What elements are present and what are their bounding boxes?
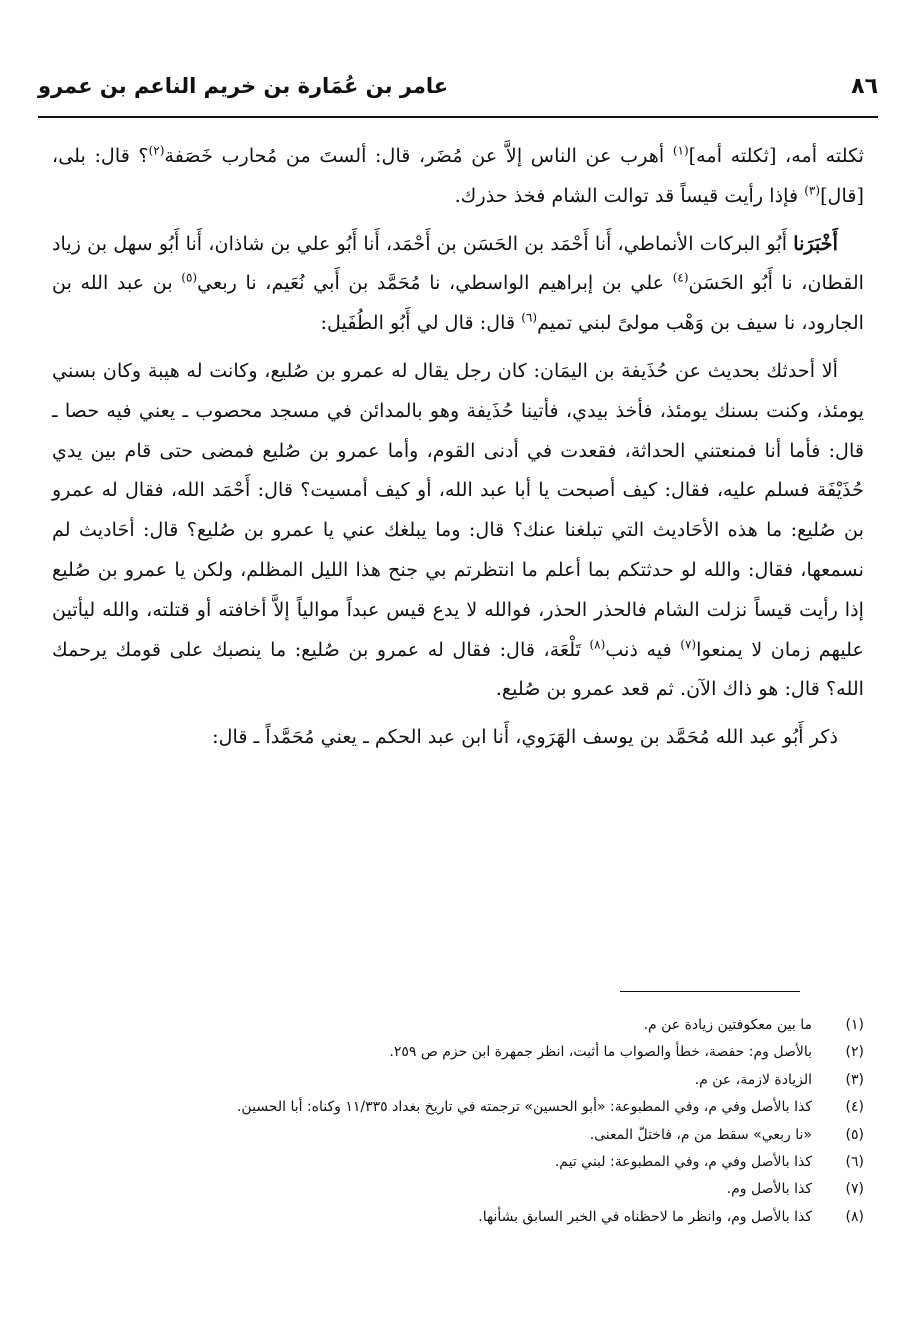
footnote-number: (٥) bbox=[845, 1126, 864, 1143]
footnote-ref-1: (١) bbox=[672, 143, 689, 158]
text-segment: بن عبد الله بن الجارود، نا سيف بن وَهْب مولىً لبني تميم bbox=[52, 271, 864, 335]
footnote-item bbox=[52, 1204, 864, 1231]
footnote-rule bbox=[620, 991, 800, 992]
footnote-item bbox=[52, 1039, 864, 1066]
paragraph-1 bbox=[52, 136, 864, 216]
footnote-text: الزيادة لازمة، عن م. bbox=[694, 1071, 812, 1088]
text-segment: ألا أحدثك بحديث عن حُذَيفة بن اليمَان: كان رجل يقال له عمرو بن صُليع، وكانت له هيبة وكان بسني يومئذ، وكنت بسنك يومئذ، فأخذ بيدي، فأتينا حُذَيفة وهو بالمدائن في مسجد محصوب ـ يعني فيه حصا ـ قال: فأما أنا فمنعتني الحداثة، فقعدت في أدنى القوم، وأما عمرو بن صُليع فمضى حتى قام بين يدي حُذَيْفَة فسلم عليه، فقال: كيف أصبحت يا أبا عبد الله، أو كيف أمسيت؟ قال: أَحْمَد الله، فقال له عمرو بن صُليع: ما هذه الأحَاديث التي تبلغنا عنك؟ قال: وما يبلغك عني يا عمرو بن صُليع؟ قال: أحَاديث لم نسمعها، فقال: والله لو حدثتكم بما أعلم ما انتظرتم بي جنح هذا الليل المظلم، ولكن يا عمرو بن صُليع إذا رأيت قيساً نزلت الشام فالحذر الحذر، فوالله لا يدع قيس عبداً موالياً إلاَّ أخافته أو قتلته، والله ليأتين عليهم زمان لا يمنعوا bbox=[52, 358, 864, 661]
footnote-text: ما بين معكوفتين زيادة عن م. bbox=[643, 1017, 812, 1033]
footnote-text: بالأصل وم: حفصة، خطأ والصواب ما أثبت، انظر جمهرة ابن حزم ص ٢٥٩. bbox=[389, 1044, 812, 1061]
footnote-ref-5: (٥) bbox=[181, 271, 198, 285]
footnote-ref-8: (٨) bbox=[589, 637, 606, 652]
footnote-ref-2: (٢) bbox=[148, 143, 165, 158]
page-number: ٨٦ bbox=[851, 74, 878, 99]
footnote-number: (٤) bbox=[845, 1099, 864, 1116]
header-rule bbox=[38, 116, 878, 118]
text-segment: أهرب عن الناس إلاَّ عن مُضَر، قال: ألستَ من مُحارب خَصَفة bbox=[164, 144, 673, 167]
paragraph-3 bbox=[52, 351, 864, 709]
footnote-ref-4: (٤) bbox=[672, 271, 689, 285]
text-segment: تَلْعَة، قال: فقال له عمرو بن صُليع: ما ينصبك على قومك يرحمك الله؟ قال: هو ذاك الآن. ثم قعد عمرو بن صُليع. bbox=[52, 637, 864, 701]
text-segment: ثكلته أمه، [ثكلته أمه] bbox=[688, 144, 865, 167]
footnote-number: (٢) bbox=[845, 1044, 864, 1061]
footnote-text: كذا بالأصل وفي م، وفي المطبوعة: لبني تيم. bbox=[554, 1154, 812, 1171]
text-segment: أَبُو البركات الأنماطي، أَنا أَحْمَد بن الحَسَن بن أَحْمَد، أَنا أَبُو علي بن شاذان، أَنا أَبُو سهل بن زياد القطان، نا أَبُو الحَسَن bbox=[52, 231, 864, 295]
footnote-number: (٣) bbox=[845, 1071, 864, 1088]
footnotes bbox=[52, 1012, 864, 1231]
footnote-ref-7: (٧) bbox=[680, 637, 697, 652]
footnote-number: (٧) bbox=[845, 1181, 864, 1198]
paragraph-2 bbox=[52, 224, 864, 343]
footnote-number: (٨) bbox=[845, 1208, 864, 1225]
footnote-item bbox=[52, 1094, 864, 1121]
footnote-number: (١) bbox=[845, 1017, 864, 1033]
page-header bbox=[38, 68, 878, 112]
footnote-text: كذا بالأصل وفي م، وفي المطبوعة: «أبو الحسين» ترجمته في تاريخ بغداد ١١/٣٣٥ وكناه: أبا الحسين. bbox=[236, 1099, 812, 1116]
main-text bbox=[52, 136, 864, 765]
footnote-number: (٦) bbox=[845, 1154, 864, 1171]
running-title: عامر بن عُمَارة بن خريم الناعم بن عمرو bbox=[38, 74, 449, 98]
text-segment: ؟ قال: بلى، [قال] bbox=[52, 144, 864, 207]
text-segment: علي بن إبراهيم الواسطي، نا مُحَمَّد بن أَبي نُعَيم، نا ربعي bbox=[197, 271, 673, 295]
paragraph-4: ذكر أَبُو عبد الله مُحَمَّد بن يوسف الهَرَوي، أَنا ابن عبد الحكم ـ يعني مُحَمَّداً ـ قال: bbox=[212, 725, 838, 749]
footnote-text: كذا بالأصل وم. bbox=[726, 1181, 812, 1198]
text-segment: قال: قال لي أَبُو الطُفَيل: bbox=[320, 311, 522, 335]
footnote-item bbox=[52, 1149, 864, 1176]
footnote-text: «نا ربعي» سقط من م، فاختلّ المعنى. bbox=[589, 1126, 812, 1143]
text-segment: فيه ذنب bbox=[605, 637, 681, 661]
footnote-item bbox=[52, 1176, 864, 1203]
footnote-item bbox=[52, 1122, 864, 1149]
footnote-item bbox=[52, 1012, 864, 1039]
footnote-ref-6: (٦) bbox=[521, 310, 538, 325]
paragraph-lead-word: أَخْبَرَنا bbox=[793, 231, 838, 255]
footnote-text: كذا بالأصل وم، وانظر ما لاحظناه في الخبر السابق بشأنها. bbox=[478, 1208, 812, 1225]
footnote-ref-3: (٣) bbox=[804, 183, 821, 198]
text-segment: فإذا رأيت قيساً قد توالت الشام فخذ حذرك. bbox=[454, 183, 805, 207]
footnote-item bbox=[52, 1067, 864, 1094]
